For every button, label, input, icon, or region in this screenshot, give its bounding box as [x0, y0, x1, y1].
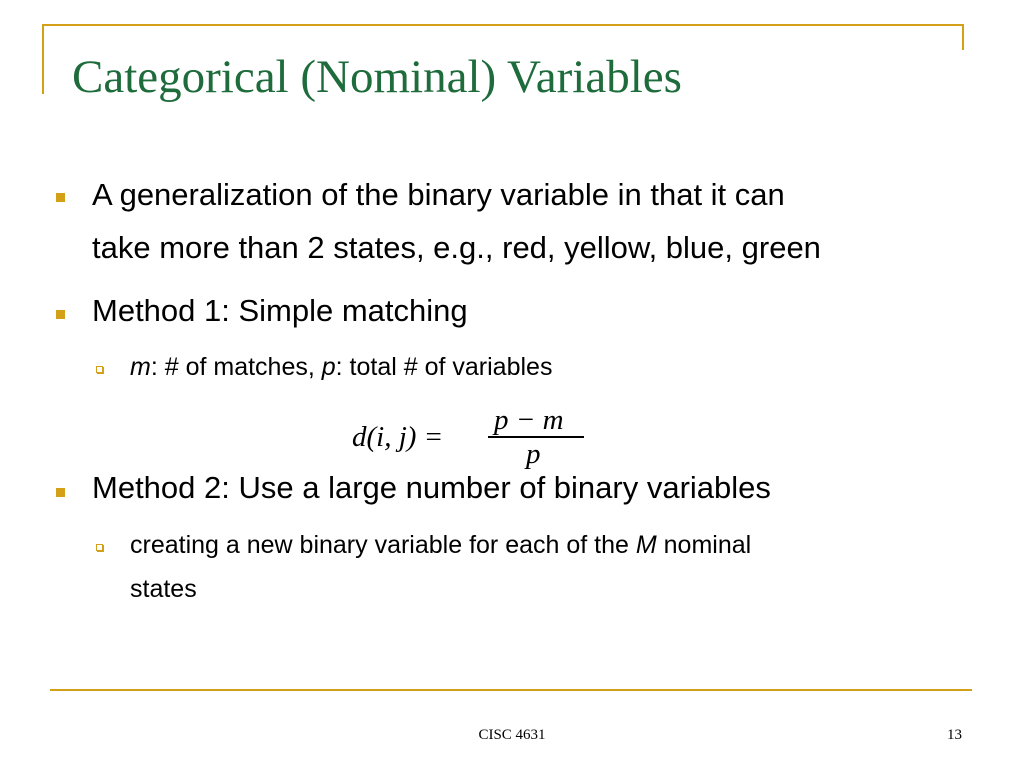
- bullet-marker-3: [56, 488, 65, 497]
- formula-denominator: p: [526, 438, 541, 470]
- bottom-border-line: [50, 689, 972, 691]
- sub-bullet-marker-2: [96, 544, 103, 551]
- sub-bullet-1-part-1: : # of matches,: [150, 353, 322, 381]
- variable-p: p: [321, 353, 336, 381]
- formula-numerator: p − m: [494, 404, 564, 436]
- variable-M: M: [635, 531, 657, 559]
- sub-bullet-1-text: [130, 346, 552, 388]
- sub-bullet-1-part-2: : total # of variables: [335, 353, 553, 381]
- variable-m: m: [130, 353, 151, 381]
- bullet-marker-2: [56, 310, 65, 319]
- bullet-1-line-2: take more than 2 states, e.g., red, yellow, blue, green: [92, 230, 821, 265]
- left-border-line: [42, 24, 44, 94]
- bullet-marker-1: [56, 193, 65, 202]
- bullet-3-text: Method 2: Use a large number of binary variables: [92, 470, 771, 505]
- slide-title: Categorical (Nominal) Variables: [72, 51, 682, 103]
- sub-bullet-2-part-2: nominal: [656, 531, 752, 559]
- sub-bullet-2-line-1: [130, 524, 751, 566]
- sub-bullet-2-line-2: states: [130, 575, 197, 603]
- top-right-border-tick: [962, 24, 964, 50]
- bullet-2-text: Method 1: Simple matching: [92, 293, 468, 328]
- sub-bullet-marker-1: [96, 366, 103, 373]
- bullet-1-line-1: A generalization of the binary variable in that it can: [92, 177, 785, 212]
- footer-course: CISC 4631: [478, 727, 546, 743]
- sub-bullet-2-part-1: creating a new binary variable for each of the: [130, 531, 636, 559]
- top-border-line: [42, 24, 964, 26]
- formula-lhs: d(i, j) =: [352, 421, 444, 453]
- footer-page-number: 13: [947, 727, 962, 743]
